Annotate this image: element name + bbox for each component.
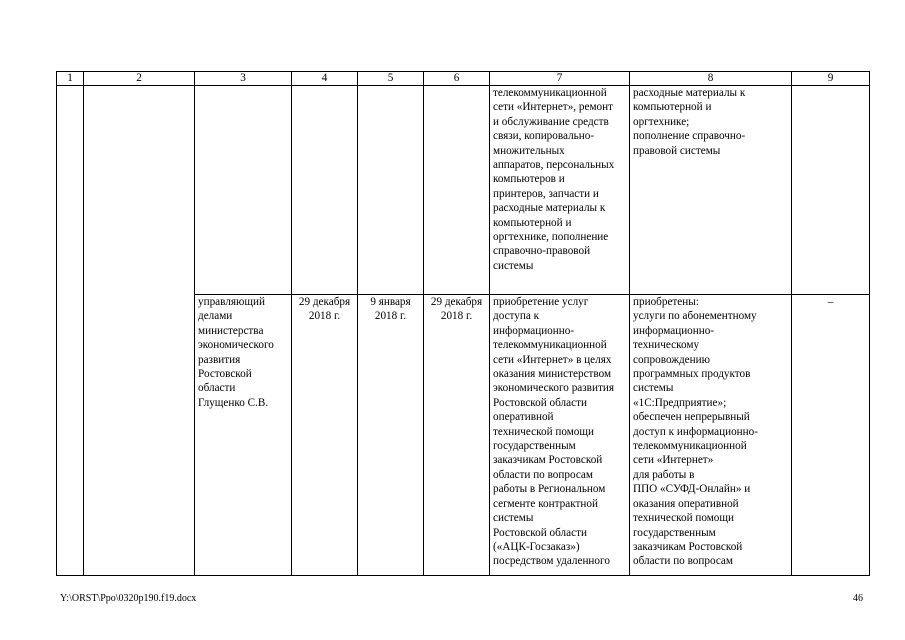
cell-line: 29 декабря xyxy=(298,296,351,308)
cell-line: государственным xyxy=(493,440,576,453)
cell-col3 xyxy=(195,295,292,576)
cell-line: программных продуктов xyxy=(633,368,751,381)
cell-line: справочно-правовой xyxy=(493,245,591,258)
cell-line: множительных xyxy=(493,144,565,157)
cell-line: технической помощи xyxy=(633,512,734,525)
cell-line: системы xyxy=(493,259,534,272)
cell-line: делами xyxy=(198,310,233,323)
cell-line: оперативной xyxy=(493,411,554,424)
cell-line: для работы в xyxy=(633,468,695,481)
cell-line: заказчикам Ростовской xyxy=(493,454,603,467)
column-header-3: 3 xyxy=(195,72,292,86)
cell-line: аппаратов, персональных xyxy=(493,159,615,172)
cell-line: и обслуживание средств xyxy=(493,115,609,128)
column-header-5: 5 xyxy=(358,72,424,86)
cell-line: информационно- xyxy=(493,324,575,337)
cell-line: области по вопросам xyxy=(493,468,593,481)
cell-col4 xyxy=(292,86,358,295)
cell-col6 xyxy=(424,86,490,295)
cell-line: ППО «СУФД-Онлайн» и xyxy=(633,483,751,496)
column-header-6: 6 xyxy=(424,72,490,86)
cell-line: области xyxy=(198,382,236,395)
column-header-2: 2 xyxy=(84,72,195,86)
cell-col1 xyxy=(57,86,84,576)
cell-line: приобретение услуг xyxy=(493,296,589,308)
cell-line: компьютерной и xyxy=(493,216,572,229)
cell-line: управляющий xyxy=(198,296,265,308)
cell-line: развития xyxy=(198,353,241,366)
cell-line: 29 декабря xyxy=(430,296,483,308)
cell-line: доступ к информационно- xyxy=(633,425,758,438)
cell-line: сети «Интернет» в целях xyxy=(493,353,612,366)
cell-line: оказания министерством xyxy=(493,368,612,381)
cell-col8 xyxy=(630,86,792,295)
cell-line: телекоммуникационной xyxy=(493,87,607,99)
cell-line: оргтехнике; xyxy=(633,115,690,128)
cell-line: телекоммуникационной xyxy=(493,339,607,352)
cell-line: принтеров, запчасти и xyxy=(493,187,599,200)
column-header-8: 8 xyxy=(630,72,792,86)
cell-line: приобретены: xyxy=(633,296,699,308)
cell-col8 xyxy=(630,295,792,576)
cell-line: пополнение справочно- xyxy=(633,130,746,143)
column-header-9: 9 xyxy=(792,72,870,86)
column-header-1: 1 xyxy=(57,72,84,86)
cell-line: экономического развития xyxy=(493,382,614,395)
cell-line: сети «Интернет» xyxy=(633,454,714,467)
cell-line: 2018 г. xyxy=(440,310,473,323)
cell-line: 9 января xyxy=(370,296,411,308)
cell-line: сети «Интернет», ремонт xyxy=(493,101,613,114)
cell-line: Ростовской области xyxy=(493,526,587,539)
cell-col5-date xyxy=(358,295,424,576)
cell-line: оказания оперативной xyxy=(633,497,739,510)
cell-line: расходные материалы к xyxy=(493,202,606,215)
cell-line: области по вопросам xyxy=(633,555,733,568)
column-header-7: 7 xyxy=(490,72,630,86)
document-table xyxy=(56,71,870,576)
cell-col7 xyxy=(490,86,630,295)
cell-col2 xyxy=(84,86,195,576)
cell-line: техническому xyxy=(633,339,700,352)
cell-line: посредством удаленного xyxy=(493,555,610,568)
cell-line: «1С:Предприятие»; xyxy=(633,396,727,409)
cell-line: сопровождению xyxy=(633,353,710,366)
cell-line: правовой системы xyxy=(633,144,721,157)
cell-col9-dash: – xyxy=(792,295,870,576)
header-row xyxy=(57,72,870,86)
cell-col4-date xyxy=(292,295,358,576)
cell-col7 xyxy=(490,295,630,576)
cell-line: компьютерной и xyxy=(633,101,712,114)
cell-line: системы xyxy=(633,382,674,395)
cell-line: оргтехнике, пополнение xyxy=(493,231,609,244)
cell-line: («АЦК-Госзаказ») xyxy=(493,540,580,553)
cell-line: информационно- xyxy=(633,324,715,337)
cell-line: технической помощи xyxy=(493,425,594,438)
cell-col5 xyxy=(358,86,424,295)
cell-line: телекоммуникационной xyxy=(633,440,747,453)
cell-line: сегменте контрактной xyxy=(493,497,598,510)
cell-line: 2018 г. xyxy=(308,310,341,323)
cell-col9 xyxy=(792,86,870,295)
cell-line: Ростовской области xyxy=(493,396,587,409)
cell-line: экономического xyxy=(198,339,274,352)
table-row xyxy=(57,86,870,295)
page-number: 46 xyxy=(853,593,863,604)
cell-line: министерства xyxy=(198,324,264,337)
cell-line: доступа к xyxy=(493,310,540,323)
cell-line: государственным xyxy=(633,526,716,539)
cell-line: 2018 г. xyxy=(374,310,407,323)
column-header-4: 4 xyxy=(292,72,358,86)
cell-col3 xyxy=(195,86,292,295)
cell-line: Глущенко С.В. xyxy=(198,396,269,409)
cell-line: расходные материалы к xyxy=(633,87,746,99)
cell-line: системы xyxy=(493,512,534,525)
cell-line: услуги по абонементному xyxy=(633,310,757,323)
cell-line: заказчикам Ростовской xyxy=(633,540,743,553)
cell-line: компьютеров и xyxy=(493,173,565,186)
footer-file-path: Y:\ORST\Ppo\0320p190.f19.docx xyxy=(60,593,197,604)
cell-line: Ростовской xyxy=(198,368,252,381)
cell-line: работы в Региональном xyxy=(493,483,606,496)
cell-line: связи, копировально- xyxy=(493,130,595,143)
cell-col6-date xyxy=(424,295,490,576)
cell-line: обеспечен непрерывный xyxy=(633,411,750,424)
